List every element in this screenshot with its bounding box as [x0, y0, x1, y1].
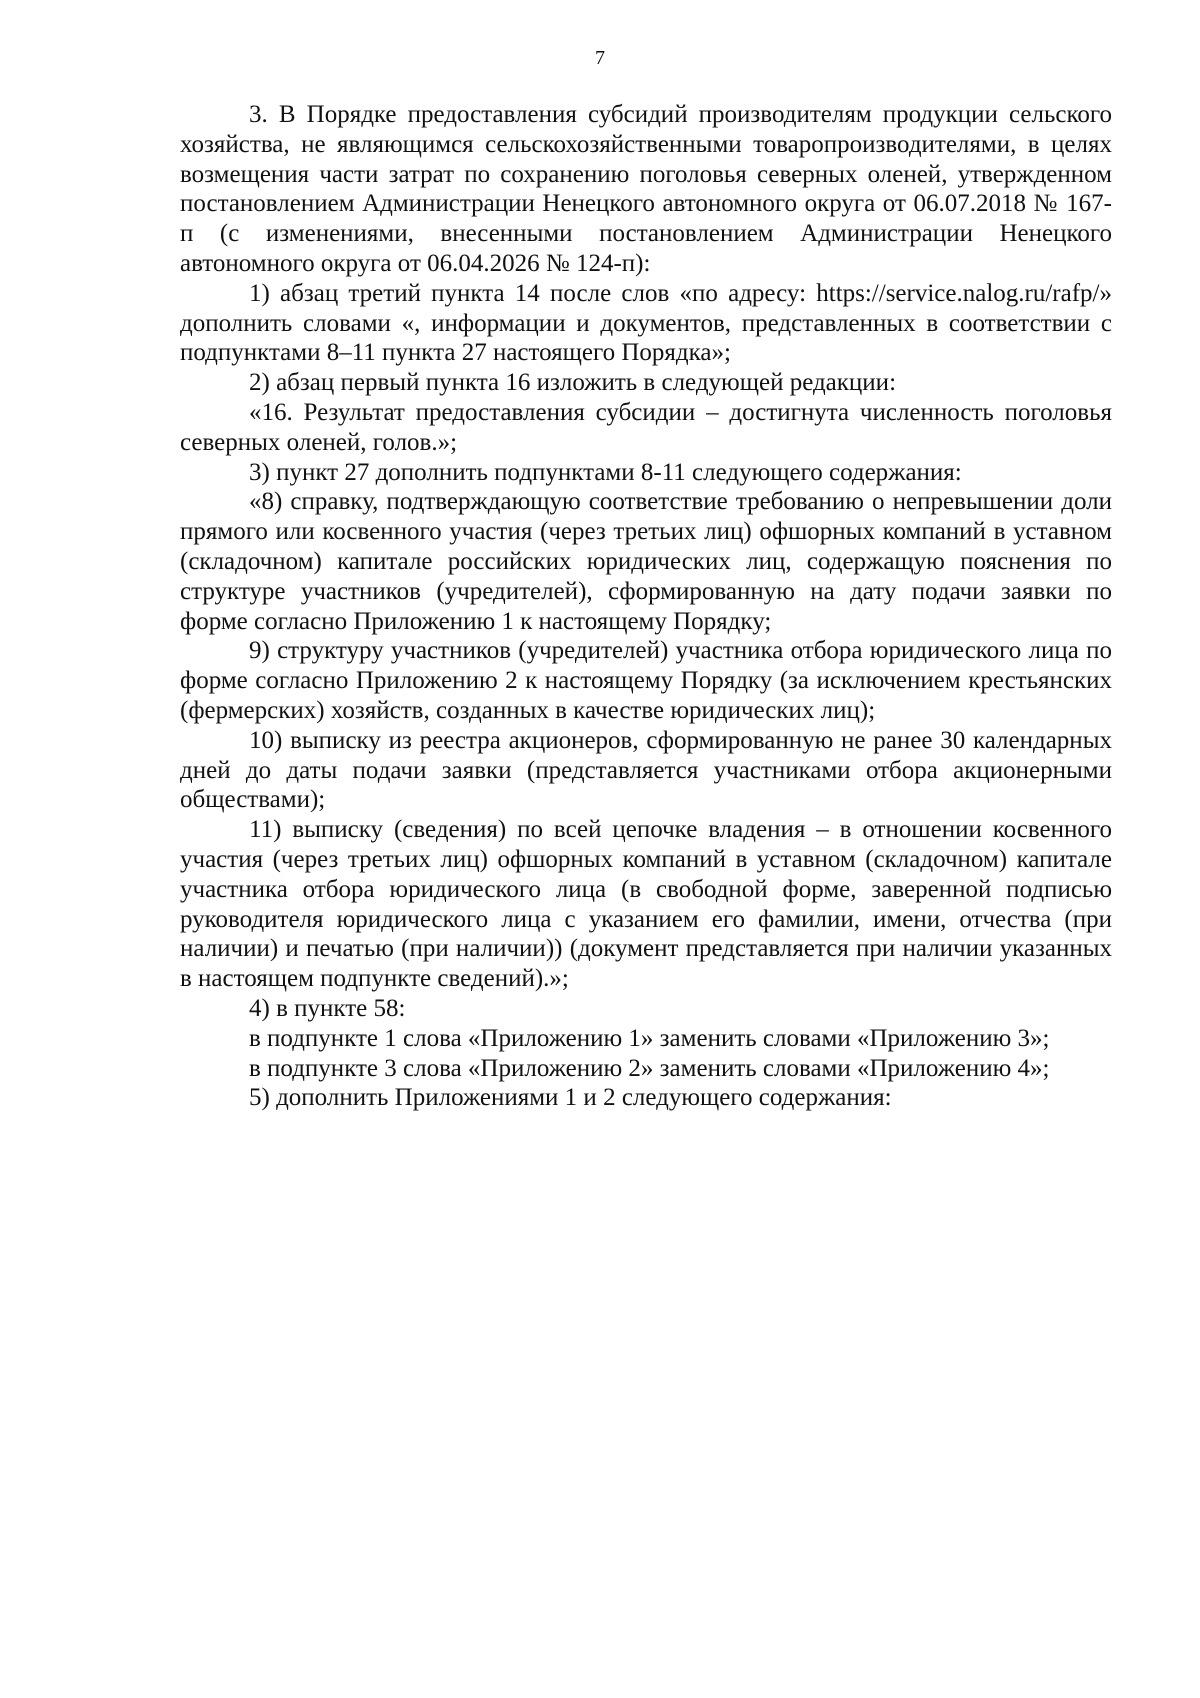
paragraph-subitem-10: 10) выписку из реестра акционеров, сформированную не ранее 30 календарных дней до даты подачи заявки (представляется участниками отбора акционерными обществами); [180, 726, 1112, 814]
paragraph-item-5: 5) дополнить Приложениями 1 и 2 следующего содержания: [249, 1084, 892, 1112]
paragraph-item-3: 3) пункт 27 дополнить подпунктами 8-11 следующего содержания: [249, 458, 962, 486]
paragraph-subitem-9: 9) структуру участников (учредителей) участника отбора юридического лица по форме согласно Приложению 2 к настоящему Порядку (за исключением крестьянских (фермерских) хозяйств, созданных в качестве юридических лиц); [180, 637, 1112, 724]
page-number: 7 [595, 47, 605, 69]
paragraph-item-1: 1) абзац третий пункта 14 после слов «по адресу: https://service.nalog.ru/rafp/» дополнить словами «, информации и документов, представленных в соответствии с подпунктами 8–11 пункта 27 настоящего Порядка»; [180, 279, 1112, 367]
document-body [180, 100, 1112, 1113]
paragraph-item-4: 4) в пункте 58: [249, 994, 406, 1022]
paragraph-item-2: 2) абзац первый пункта 16 изложить в следующей редакции: [249, 369, 897, 397]
paragraph-item-2-text: «16. Результат предоставления субсидии – достигнута численность поголовья северных оленей, голов.»; [180, 398, 1112, 456]
paragraph-item-4-sub-1: в подпункте 1 слова «Приложению 1» заменить словами «Приложению 3»; [249, 1024, 1050, 1052]
paragraph-item-4-sub-3: в подпункте 3 слова «Приложению 2» заменить словами «Приложению 4»; [249, 1054, 1050, 1082]
paragraph-subitem-8: «8) справку, подтверждающую соответствие требованию о непревышении доли прямого или косвенного участия (через третьих лиц) офшорных компаний в уставном (складочном) капитале российских юридических лиц, содержащую пояснения по структуре участников (учредителей), сформированную на дату подачи заявки по форме согласно Приложению 1 к настоящему Порядку; [180, 488, 1112, 635]
paragraph-subitem-11: 11) выписку (сведения) по всей цепочке владения – в отношении косвенного участия (через третьих лиц) офшорных компаний в уставном (складочном) капитале участника отбора юридического лица (в свободной форме, заверенной подписью руководителя юридического лица с указанием его фамилии, имени, отчества (при наличии) и печатью (при наличии)) (документ представляется при наличии указанных в настоящем подпункте сведений).»; [180, 816, 1112, 993]
paragraph-intro: 3. В Порядке предоставления субсидий производителям продукции сельского хозяйства, не являющимся сельскохозяйственными товаропроизводителями, в целях возмещения части затрат по сохранению поголовья северных оленей, утвержденном постановлением Администрации Ненецкого автономного округа от 06.07.2018 № 167-п (с изменениями, внесенными постановлением Администрации Ненецкого автономного округа от 06.04.2026 № 124-п): [180, 101, 1112, 277]
